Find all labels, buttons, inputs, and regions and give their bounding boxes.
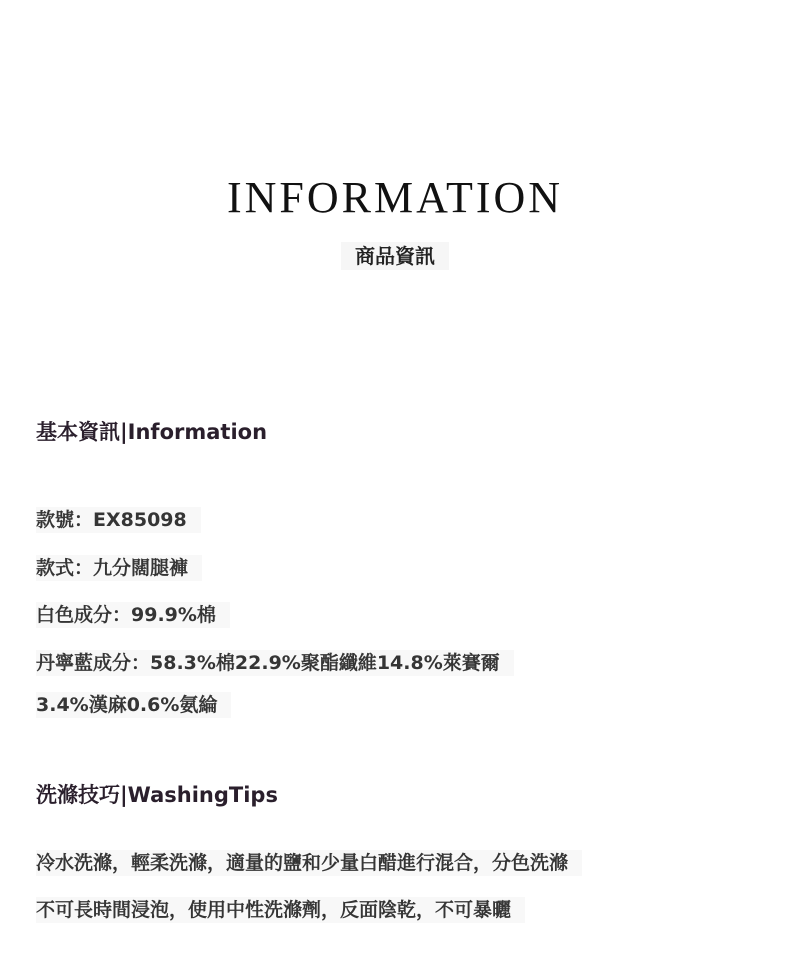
washing-tips-heading: 洗滌技巧|WashingTips — [36, 783, 278, 807]
style-type-text: 款式：九分闊腿褲 — [36, 555, 202, 581]
white-composition-row — [36, 600, 230, 627]
denim-composition-row-continued — [36, 690, 231, 717]
style-number-row — [36, 505, 201, 532]
page-title: INFORMATION — [226, 173, 564, 222]
white-composition-text: 白色成分：99.9%棉 — [36, 602, 230, 628]
style-number-text: 款號：EX85098 — [36, 507, 201, 533]
page-subtitle-text: 商品資訊 — [341, 242, 449, 270]
washing-tip-line-1 — [36, 848, 582, 875]
washing-tip-line-2 — [36, 895, 525, 922]
denim-composition-text-continued: 3.4%漢麻0.6%氨綸 — [36, 692, 231, 718]
washing-tip-text-1: 冷水洗滌，輕柔洗滌，適量的鹽和少量白醋進行混合，分色洗滌 — [36, 850, 582, 876]
denim-composition-row — [36, 648, 514, 675]
washing-tip-text-2: 不可長時間浸泡，使用中性洗滌劑，反面陰乾，不可暴曬 — [36, 897, 525, 923]
denim-composition-text: 丹寧藍成分：58.3%棉22.9%聚酯纖維14.8%萊賽爾 — [36, 650, 514, 676]
basic-info-heading: 基本資訊|Information — [36, 420, 268, 444]
page-subtitle — [0, 240, 790, 269]
style-type-row — [36, 553, 202, 580]
